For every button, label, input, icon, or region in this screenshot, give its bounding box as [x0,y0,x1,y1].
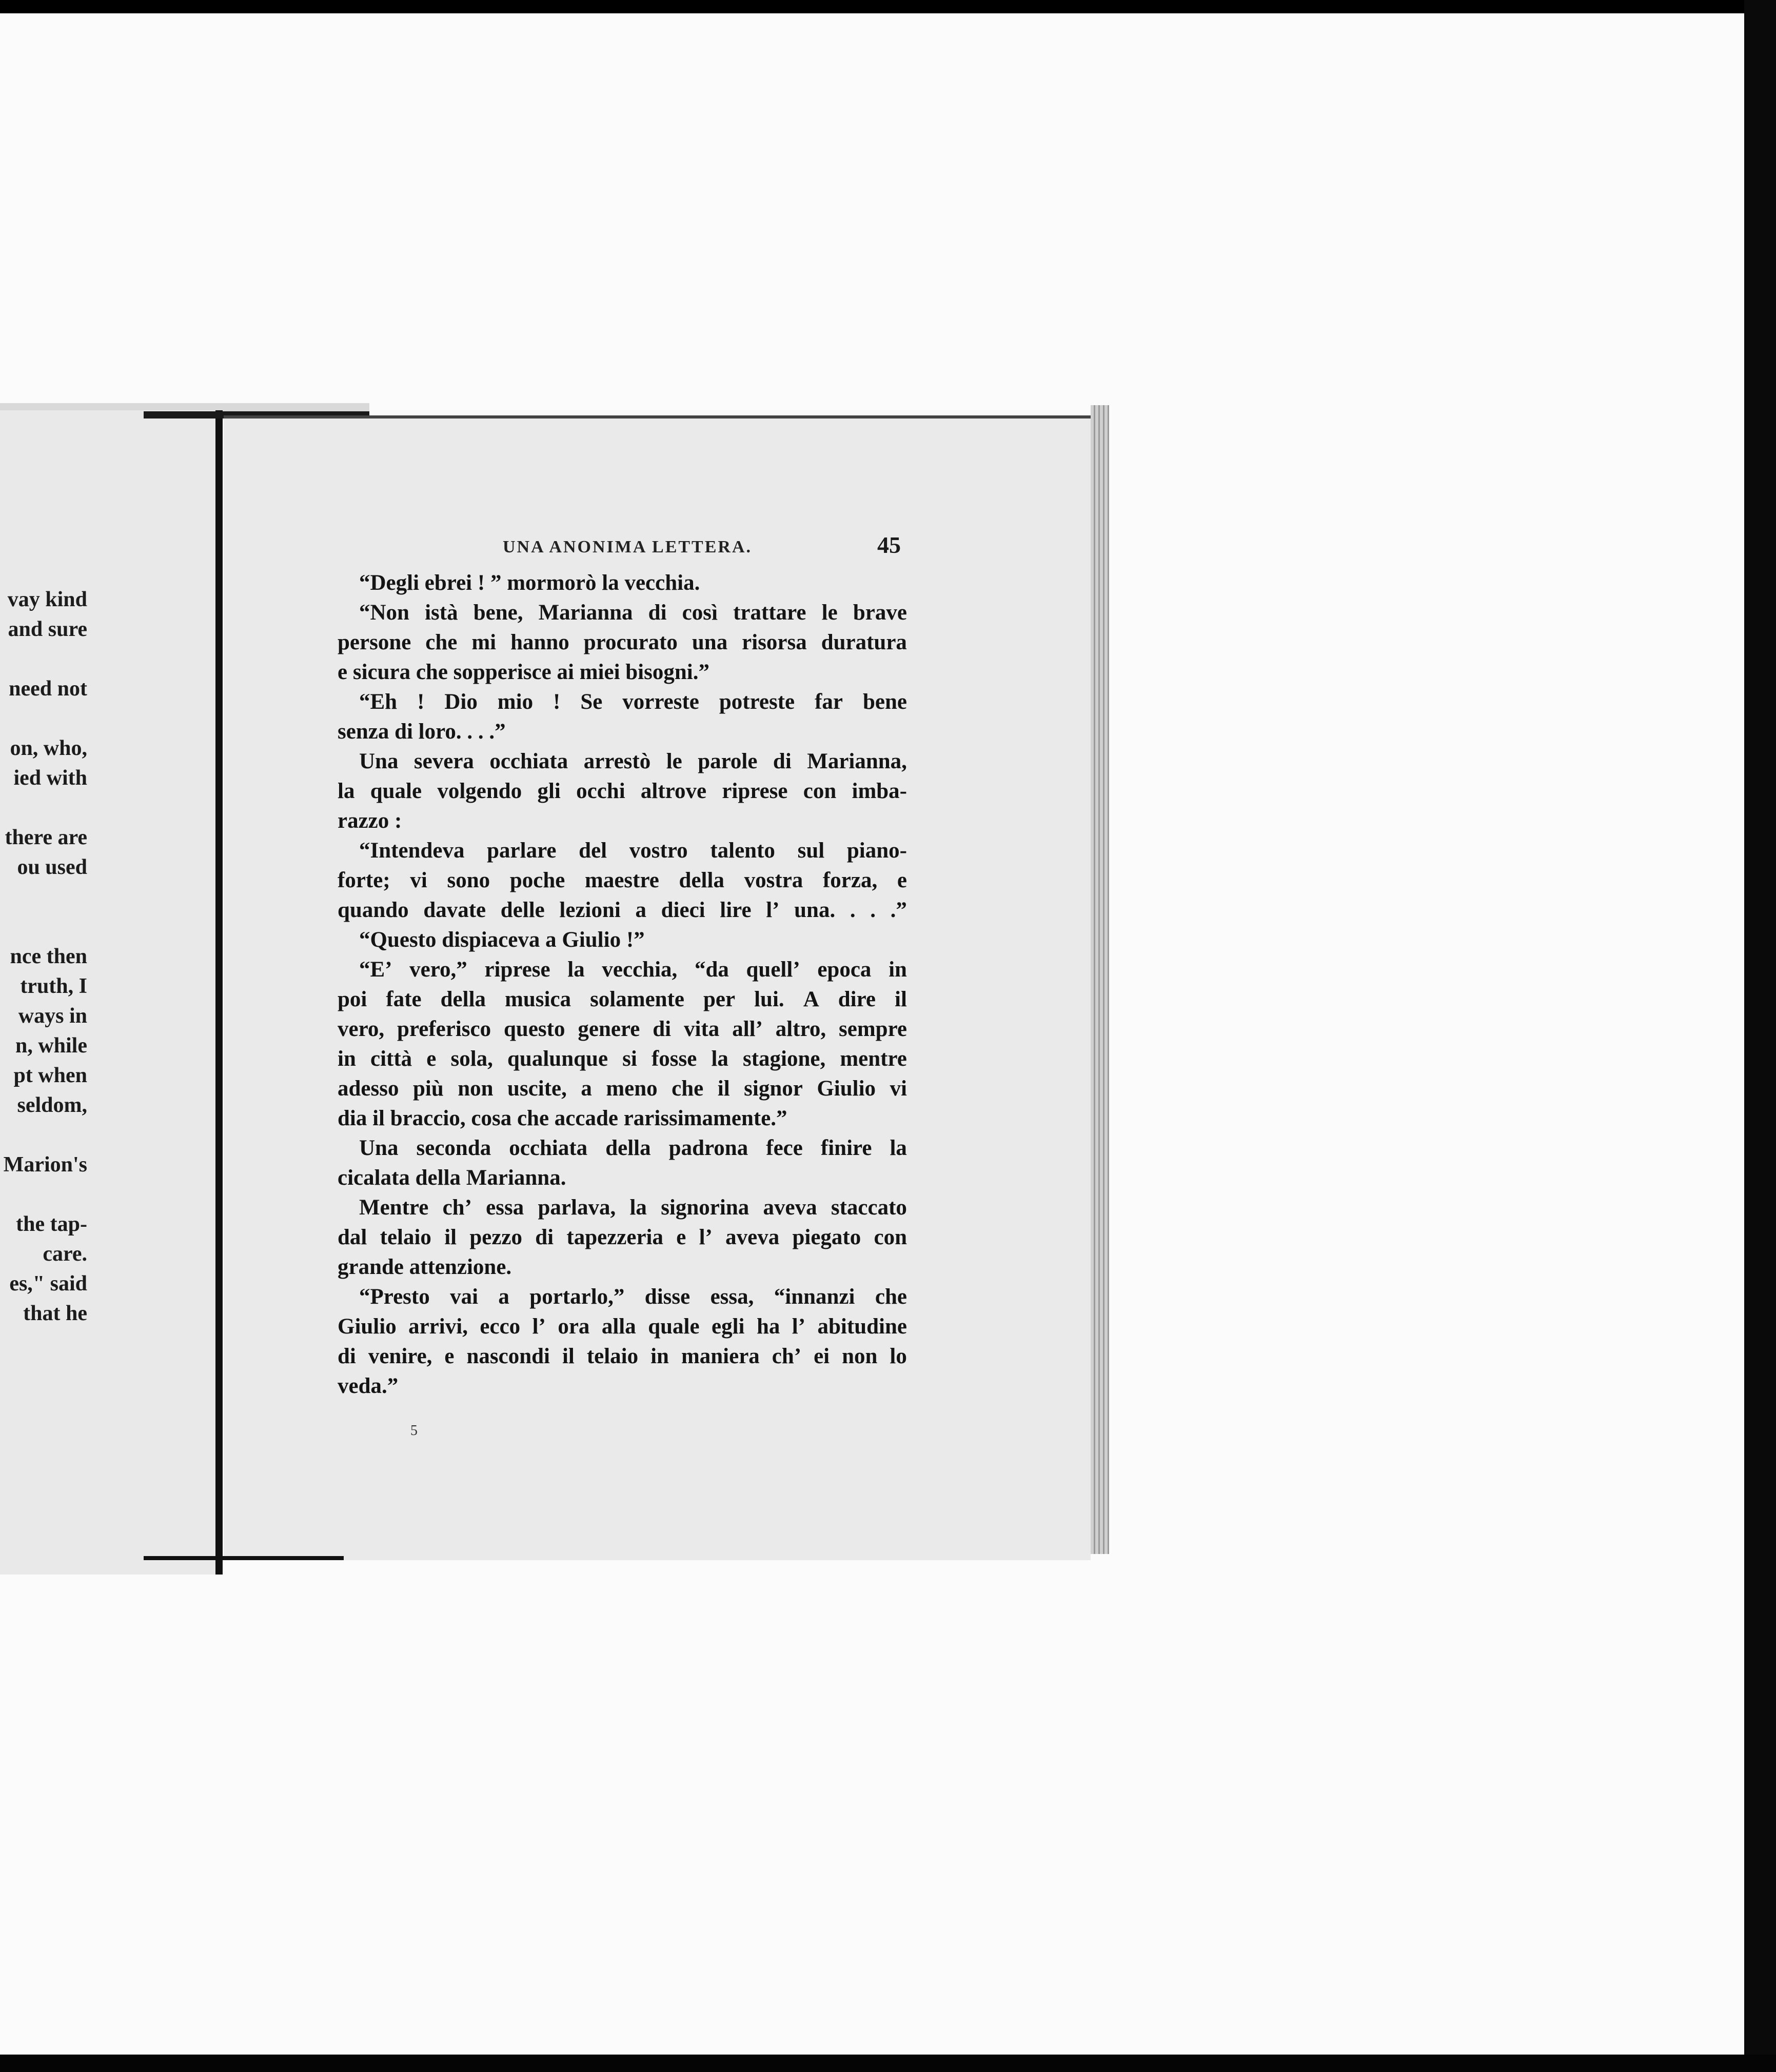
left-page-line: there are [5,826,87,849]
left-page-line [0,882,87,912]
running-head: UNA ANONIMA LETTERA. [503,537,753,556]
text-line: “Degli ebrei ! ” mormorò la vecchia. [359,571,700,595]
text-line: “Intendeva parlare del vostro talento sul piano- [359,839,907,863]
text-line: e sicura che sopperisce ai miei bisogni.” [338,660,709,684]
text-line: senza di loro. . . .” [338,720,506,744]
text-line: grande attenzione. [338,1255,512,1279]
left-page-line: on, who, [10,736,87,760]
scan-border-right [1744,0,1776,2072]
text-line: forte; vi sono poche maestre della vostra forza, e [338,868,907,892]
text-line: vero, preferisco questo genere di vita all’ altro, sempre [338,1017,907,1041]
scan-border-bottom [0,2055,1776,2072]
left-page-line: ou used [17,855,87,879]
text-line: la quale volgendo gli occhi altrove riprese con imba- [338,779,907,803]
text-line: adesso più non uscite, a meno che il signor Giulio vi [338,1077,907,1101]
left-page-line [0,912,87,942]
left-page-line: vay kind [7,588,87,611]
text-line: “Non istà bene, Marianna di così trattare le brave [359,601,907,625]
left-page-line: and sure [8,617,87,641]
text-line: dal telaio il pezzo di tapezzeria e l’ aveva piegato con [338,1225,907,1249]
left-page-line: care. [43,1242,87,1266]
left-page-line: n, while [15,1034,87,1058]
text-line: Una seconda occhiata della padrona fece finire la [359,1136,907,1160]
text-line: Giulio arrivi, ecco l’ ora alla quale egli ha l’ abitudine [338,1314,907,1339]
signature-mark: 5 [410,1423,418,1439]
text-line: quando davate delle lezioni a dieci lire l’ una. . . .” [338,898,907,922]
left-page-line: seldom, [17,1093,87,1117]
text-line: “Eh ! Dio mio ! Se vorreste potreste far bene [359,690,907,714]
text-line: poi fate della musica solamente per lui. A dire il [338,987,907,1011]
text-line: razzo : [338,809,402,833]
text-line: “Presto vai a portarlo,” disse essa, “innanzi che [359,1285,907,1309]
left-page-line: es," said [9,1272,87,1296]
left-page-line [0,704,87,733]
text-line: “Questo dispiaceva a Giulio !” [359,928,645,952]
text-line: dia il braccio, cosa che accade rarissimamente.” [338,1106,787,1130]
left-page-text-fragments [0,585,87,1328]
left-page-line: the tap- [16,1212,87,1236]
text-line: cicalata della Marianna. [338,1166,566,1190]
left-page-line: pt when [13,1064,87,1087]
text-line: persone che mi hanno procurato una risorsa duratura [338,630,907,654]
left-page-line [0,644,87,674]
left-page-line: nce then [10,945,87,968]
body-text [338,568,907,1401]
left-page-line: ied with [13,766,87,790]
text-line: di venire, e nascondi il telaio in maniera ch’ ei non lo [338,1344,907,1368]
left-page [0,410,223,1575]
left-page-line: need not [9,677,87,701]
left-page-line: Marion's [3,1153,87,1177]
page-number: 45 [877,532,901,558]
spine-bottom-rule [144,1556,344,1560]
text-line: Una severa occhiata arrestò le parole di Marianna, [359,749,907,773]
left-page-line [0,1120,87,1150]
left-page-line: that he [23,1302,87,1325]
text-line: veda.” [338,1374,399,1398]
text-line: Mentre ch’ essa parlava, la signorina aveva staccato [359,1196,907,1220]
left-page-line: truth, I [20,974,87,998]
text-line: in città e sola, qualunque si fosse la stagione, mentre [338,1047,907,1071]
page-edges [1091,405,1109,1554]
left-page-line [0,793,87,823]
text-line: “E’ vero,” riprese la vecchia, “da quell’ epoca in [359,958,907,982]
left-page-line [0,1180,87,1209]
left-page-line: ways in [18,1004,87,1028]
